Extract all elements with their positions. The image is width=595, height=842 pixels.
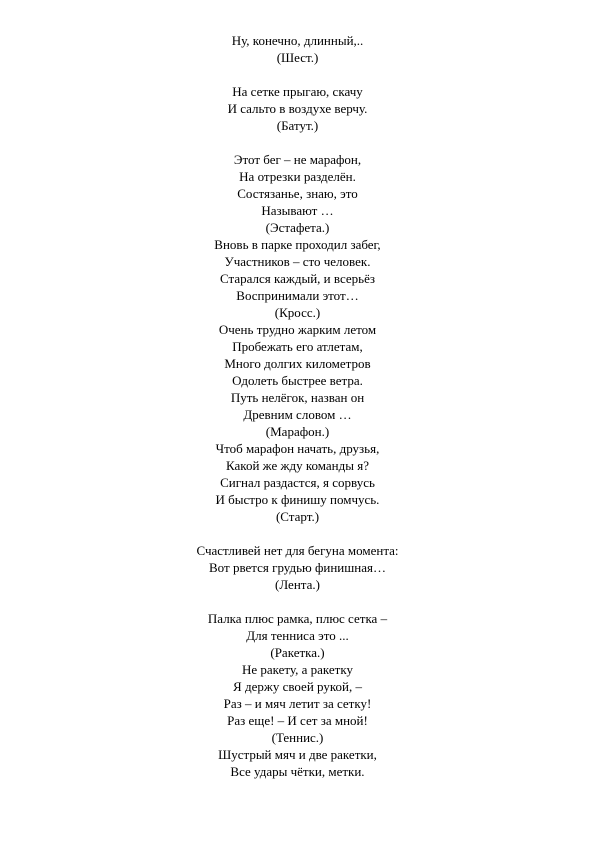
text-line: Много долгих километров bbox=[224, 356, 371, 371]
text-line: И сальто в воздухе верчу. bbox=[227, 101, 368, 116]
text-line: (Эстафета.) bbox=[265, 220, 330, 235]
text-line: Состязанье, знаю, это bbox=[237, 186, 358, 201]
document-page bbox=[0, 32, 595, 780]
text-line: (Марафон.) bbox=[265, 424, 330, 439]
text-line: Ну, конечно, длинный,.. bbox=[231, 33, 364, 48]
text-line: Раз еще! – И сет за мной! bbox=[227, 713, 368, 728]
text-line: Вновь в парке проходил забег, bbox=[214, 237, 381, 252]
text-line: (Ракетка.) bbox=[270, 645, 325, 660]
text-line: Чтоб марафон начать, друзья, bbox=[215, 441, 380, 456]
text-block bbox=[0, 32, 595, 780]
text-line: Очень трудно жарким летом bbox=[218, 322, 377, 337]
text-line: И быстро к финишу помчусь. bbox=[215, 492, 380, 507]
text-line: Древним словом … bbox=[243, 407, 352, 422]
text-line: (Батут.) bbox=[276, 118, 319, 133]
text-line: Старался каждый, и всерьёз bbox=[220, 271, 375, 286]
text-line: На отрезки разделён. bbox=[239, 169, 356, 184]
text-line: (Лента.) bbox=[275, 577, 320, 592]
text-line: Какой же жду команды я? bbox=[226, 458, 369, 473]
text-line: (Шест.) bbox=[276, 50, 319, 65]
text-line: (Кросс.) bbox=[274, 305, 321, 320]
text-line: Палка плюс рамка, плюс сетка – bbox=[207, 611, 388, 626]
text-line: Называют … bbox=[261, 203, 334, 218]
text-line: Одолеть быстрее ветра. bbox=[232, 373, 363, 388]
text-line: (Старт.) bbox=[275, 509, 320, 524]
text-line: Воспринимали этот… bbox=[236, 288, 359, 303]
text-line: Шустрый мяч и две ракетки, bbox=[218, 747, 377, 762]
text-line: На сетке прыгаю, скачу bbox=[232, 84, 363, 99]
text-line: Все удары чётки, метки. bbox=[230, 764, 365, 779]
text-line: Счастливей нет для бегуна момента: bbox=[196, 543, 399, 558]
text-line: Путь нелёгок, назван он bbox=[230, 390, 365, 405]
text-line: Этот бег – не марафон, bbox=[233, 152, 362, 167]
text-line: Для тенниса это ... bbox=[246, 628, 349, 643]
text-line: Я держу своей рукой, – bbox=[233, 679, 362, 694]
text-line: Не ракету, а ракетку bbox=[241, 662, 353, 677]
text-line: Раз – и мяч летит за сетку! bbox=[223, 696, 372, 711]
text-line: Вот рвется грудью финишная… bbox=[209, 560, 386, 575]
stanza-gap bbox=[0, 66, 595, 83]
text-line: Участников – сто человек. bbox=[224, 254, 371, 269]
stanza-gap bbox=[0, 134, 595, 151]
text-line: (Теннис.) bbox=[271, 730, 324, 745]
stanza-gap bbox=[0, 525, 595, 542]
text-line: Сигнал раздастся, я сорвусь bbox=[220, 475, 375, 490]
text-line: Пробежать его атлетам, bbox=[232, 339, 363, 354]
stanza-gap bbox=[0, 593, 595, 610]
